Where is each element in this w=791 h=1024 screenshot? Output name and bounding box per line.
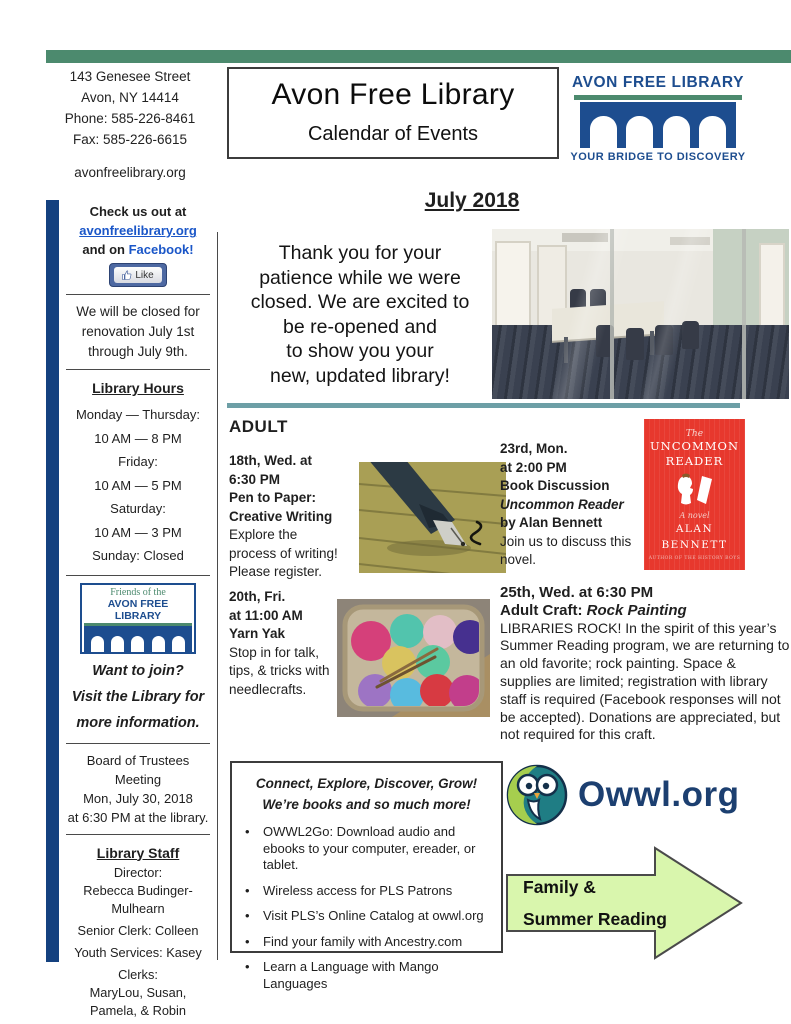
logo-green-bar: [574, 95, 742, 100]
sidebar: [62, 202, 214, 1020]
promo-box: [230, 761, 503, 991]
promo-bullet: • Wireless access for PLS Patrons: [245, 882, 453, 898]
trustees-line: at 6:30 PM at the library.: [67, 809, 209, 825]
promo-bullet: • Learn a Language with Mango Languages: [245, 959, 439, 991]
staff-line: Clerks:: [118, 966, 158, 982]
event-pen-to-paper: 18th, Wed. at 6:30 PM Pen to Paper: Creative Writing Explore the process of writing! Please register.: [229, 453, 338, 579]
promo-bullet: • OWWL2Go: Download audio and ebooks to your computer, ereader, or tablet.: [245, 824, 476, 872]
arrow-label-1: Family &: [523, 877, 596, 897]
yarn-basket-photo: [337, 599, 490, 717]
friends-logo: [80, 583, 196, 654]
sidebar-rule: [66, 743, 210, 744]
hours-heading: Library Hours: [92, 380, 184, 396]
pen-writing-photo: [359, 462, 506, 573]
friends-line2: AVON FREE LIBRARY: [107, 597, 169, 622]
staff-line: Director:: [113, 864, 163, 880]
bridge-icon: [580, 102, 736, 148]
promo-bullet: • Find your family with Ancestry.com: [245, 933, 463, 949]
friends-line1: Friends of the: [110, 586, 166, 598]
logo-name: AVON FREE LIBRARY: [571, 74, 745, 91]
event-rock-painting: 25th, Wed. at 6:30 PM Adult Craft: Rock Painting LIBRARIES ROCK! In the spirit of this year’s Summer Reading program, we are returning to an old favorite; rock painting. Space & supplies are limited; registration with library staff is required (Facebook responses will not be accepted). Donations are appreciated, but not required for this craft.: [500, 584, 790, 743]
sidebar-divider-line: [217, 232, 218, 960]
promo-bullet: • Visit PLS’s Online Catalog at owwl.org: [245, 908, 484, 923]
logo-tagline: YOUR BRIDGE TO DISCOVERY: [570, 151, 746, 163]
section-divider: [227, 403, 740, 408]
join-line: Visit the Library for: [71, 688, 205, 705]
hours-row: Saturday:: [110, 501, 166, 516]
website: avonfreelibrary.org: [74, 165, 186, 180]
newsletter-subtitle: Calendar of Events: [307, 123, 479, 145]
owwl-logo: [506, 764, 740, 826]
promo-heading2: We’re books and so much more!: [262, 797, 471, 812]
thumbs-up-icon: [122, 270, 132, 280]
closure-notice: We will be closed for renovation July 1st through July 9th.: [76, 304, 200, 359]
staff-line: Youth Services: Kasey: [74, 944, 202, 960]
library-room-photo: [492, 229, 789, 399]
event-book-discussion: 23rd, Mon. at 2:00 PM Book Discussion Uncommon Reader by Alan Bennett Join us to discuss this novel.: [500, 441, 632, 567]
hours-row: Sunday: Closed: [92, 548, 184, 563]
hours-row: 10 AM — 5 PM: [94, 477, 182, 493]
website-link[interactable]: avonfreelibrary.org: [79, 223, 197, 238]
trustees-line: Board of Trustees Meeting: [86, 752, 190, 787]
trustees-line: Mon, July 30, 2018: [83, 790, 193, 806]
adult-section-heading: ADULT: [229, 417, 288, 436]
sidebar-rule: [66, 294, 210, 295]
join-line: Want to join?: [92, 662, 184, 679]
phone: Phone: 585-226-8461: [64, 111, 196, 126]
join-line: more information.: [76, 714, 200, 731]
arrow-shape: [505, 845, 745, 963]
newsletter-title: Avon Free Library: [271, 78, 515, 111]
queen-silhouette-icon: [672, 472, 718, 506]
contact-block: [40, 66, 220, 183]
facebook-link[interactable]: Facebook!: [128, 242, 194, 257]
facebook-like-button[interactable]: [109, 263, 167, 287]
address-line1: 143 Genesee Street: [69, 69, 191, 84]
arrow-label-2: Summer Reading: [523, 909, 667, 929]
staff-line: Pamela, & Robin: [89, 1002, 187, 1018]
sidebar-rule: [66, 369, 210, 370]
owl-icon: [506, 764, 568, 826]
staff-line: MaryLou, Susan,: [89, 984, 187, 1000]
staff-heading: Library Staff: [96, 844, 180, 861]
hours-row: 10 AM — 8 PM: [94, 430, 182, 446]
hours-row: 10 AM — 3 PM: [94, 524, 182, 540]
owwl-wordmark: Owwl.org: [578, 775, 740, 814]
event-yarn-yak: 20th, Fri. at 11:00 AM Yarn Yak Stop in for talk, tips, & tricks with needlecrafts.: [229, 589, 330, 697]
top-green-bar: [46, 50, 791, 63]
friends-bridge-icon: [84, 626, 192, 652]
sidebar-rule: [66, 575, 210, 576]
intro-message: Thank you for your patience while we were closed. We are excited to be re-opened and to show you your new, updated library!: [250, 242, 470, 387]
sidebar-rule: [66, 834, 210, 835]
summer-reading-arrow: [505, 845, 745, 963]
rock-painting-body: LIBRARIES ROCK! In the spirit of this year’s Summer Reading program, we are returning to an old favorite; rock painting. Space & supplies are limited; registration with library staff is required (Facebook responses will not be accepted). Donations are appreciated, but not required for this craft.: [500, 619, 790, 743]
and-on-text: and on: [82, 242, 129, 257]
promo-heading1: Connect, Explore, Discover, Grow!: [255, 776, 478, 791]
month-title: July 2018: [424, 189, 520, 212]
hours-row: Monday — Thursday:: [75, 407, 201, 422]
like-label: Like: [135, 269, 154, 281]
staff-line: Senior Clerk: Colleen: [77, 922, 199, 938]
uncommon-reader-book-cover: The UNCOMMON READER A novel ALAN BENNETT AUTHOR OF THE HISTORY BOYS: [644, 419, 745, 570]
hours-row: Friday:: [118, 454, 158, 469]
address-line2: Avon, NY 14414: [81, 90, 179, 105]
masthead-box: [227, 67, 559, 159]
library-logo: [570, 74, 746, 163]
staff-line: Rebecca Budinger-Mulhearn: [83, 882, 193, 916]
sidebar-blue-bar: [46, 200, 59, 962]
fax: Fax: 585-226-6615: [72, 132, 188, 147]
social-line1: Check us out at: [89, 204, 187, 219]
